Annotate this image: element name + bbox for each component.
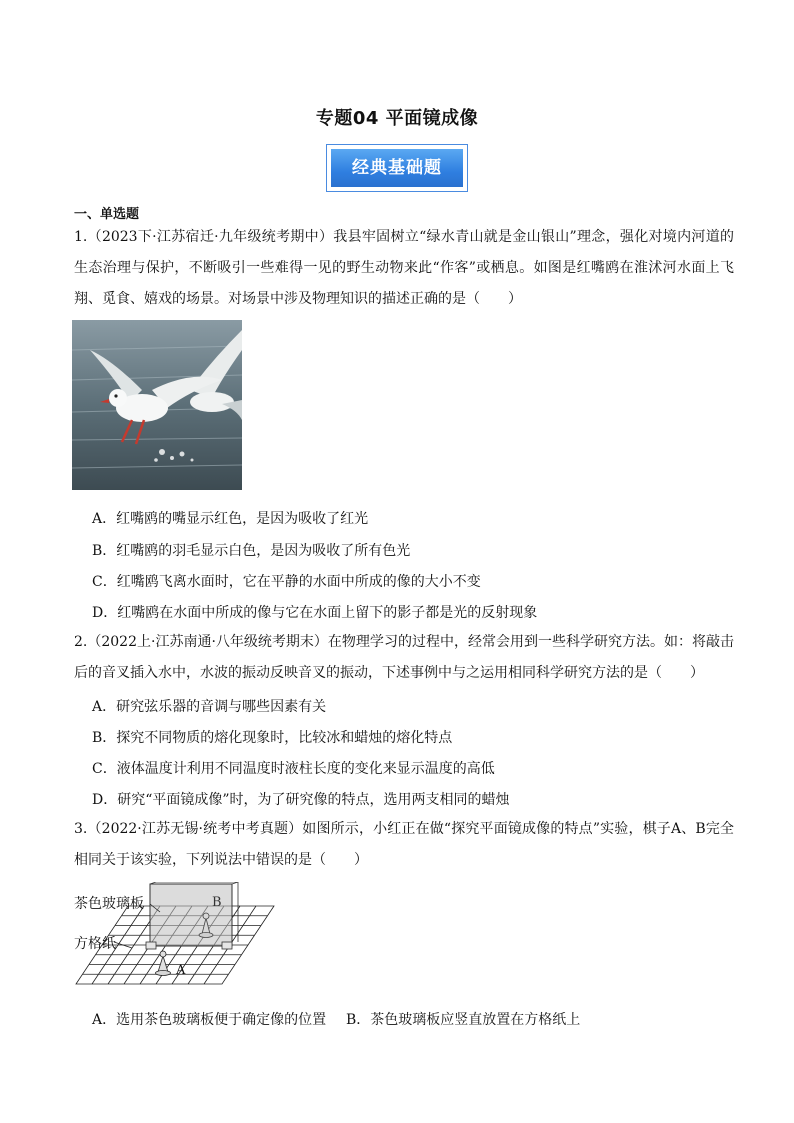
category-badge: 经典基础题	[331, 149, 463, 187]
question-2-option-c: C．液体温度计利用不同温度时液柱长度的变化来显示温度的高低	[92, 761, 495, 777]
question-3-option-b: B．茶色玻璃板应竖直放置在方格纸上	[346, 1012, 581, 1028]
question-1-stem: 1.（2023下·江苏宿迁·九年级统考期中）我县牢固树立“绿水青山就是金山银山”理念，强化对境内河道的生态治理与保护，不断吸引一些难得一见的野生动物来此“作客”或栖息。如图是红嘴鸥在淮沭河水面上飞翔、觅食、嬉戏的场景。对场景中涉及物理知识的描述正确的是（ ）	[74, 229, 734, 307]
label-grid-paper: 方格纸	[74, 936, 116, 952]
label-piece-a: A	[176, 963, 186, 978]
question-1-option-d: D．红嘴鸥在水面中所成的像与它在水面上留下的影子都是光的反射现象	[92, 605, 538, 621]
question-3-stem: 3.（2022·江苏无锡·统考中考真题）如图所示，小红正在做“探究平面镜成像的特点”实验，棋子A、B完全相同关于该实验，下列说法中错误的是（ ）	[74, 821, 734, 868]
question-2-option-d: D．研究“平面镜成像”时，为了研究像的特点，选用两支相同的蜡烛	[92, 792, 510, 808]
question-2-option-a: A．研究弦乐器的音调与哪些因素有关	[92, 699, 327, 715]
gull-photo	[72, 320, 242, 490]
page-title: 专题04 平面镜成像	[315, 108, 479, 129]
badge-frame	[326, 144, 468, 192]
question-3-option-a: A．选用茶色玻璃板便于确定像的位置	[92, 1012, 327, 1028]
gull-photo-image	[72, 320, 242, 490]
mirror-diagram-svg	[72, 882, 282, 992]
question-2-option-b: B．探究不同物质的熔化现象时，比较冰和蜡烛的熔化特点	[92, 730, 453, 746]
question-1-option-a: A．红嘴鸥的嘴显示红色，是因为吸收了红光	[92, 511, 369, 527]
question-2-stem: 2.（2022上·江苏南通·八年级统考期末）在物理学习的过程中，经常会用到一些科学研究方法。如：将敲击后的音叉插入水中，水波的振动反映音叉的振动，下述事例中与之运用相同科学研究方法的是（ ）	[74, 634, 734, 681]
question-1-option-b: B．红嘴鸥的羽毛显示白色，是因为吸收了所有色光	[92, 543, 411, 559]
label-glass-plate: 茶色玻璃板	[74, 896, 144, 912]
question-1-option-c: C．红嘴鸥飞离水面时，它在平静的水面中所成的像的大小不变	[92, 574, 481, 590]
label-piece-b: B	[212, 895, 222, 910]
section-heading: 一、单选题	[74, 207, 140, 222]
mirror-experiment-diagram	[72, 882, 282, 992]
